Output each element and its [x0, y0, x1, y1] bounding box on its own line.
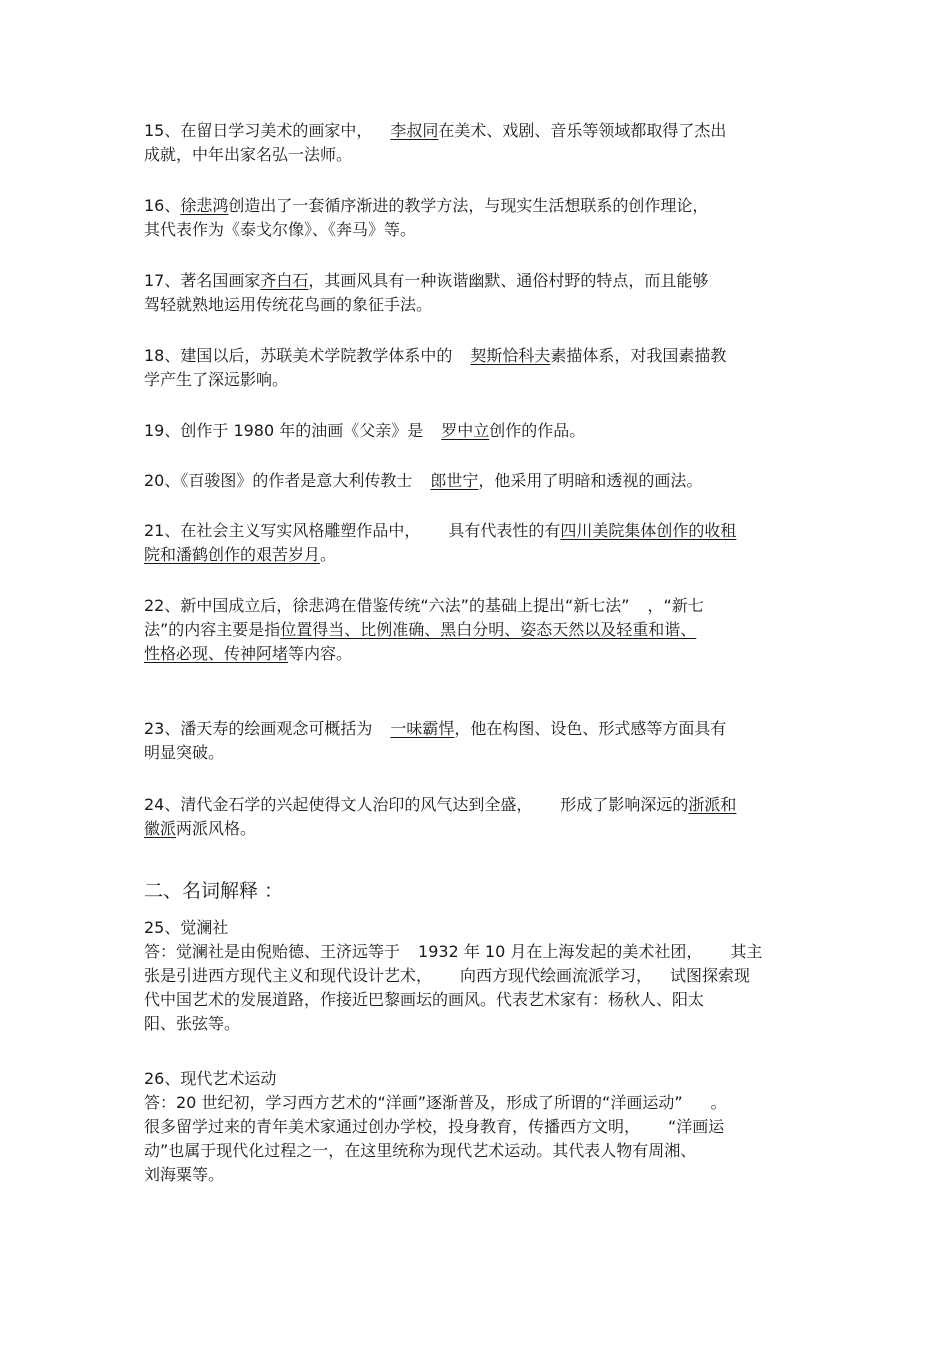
- q21-text-a: 21、在社会主义写实风格雕塑作品中，: [144, 521, 421, 540]
- term-26: [144, 1067, 814, 1187]
- q25-line3: 代中国艺术的发展道路，作接近巴黎画坛的画风。代表艺术家有：杨秋人、阳太: [144, 990, 705, 1009]
- q21-answer-line1: 四川美院集体创作的收租: [560, 521, 737, 540]
- q20-text-b: ，他采用了明暗和透视的画法。: [478, 471, 703, 490]
- q24-text-b: 形成了影响深远的: [560, 795, 689, 814]
- q19-text-a: 19、创作于 1980 年的油画《父亲》是: [144, 421, 424, 440]
- q17-text-b: ，其画风具有一种诙谐幽默、通俗村野的特点，而且能够: [308, 271, 709, 290]
- q20-answer: 郎世宁: [430, 471, 479, 490]
- question-19: [144, 419, 814, 443]
- q21-text-c: 。: [320, 545, 337, 564]
- question-24: [144, 793, 814, 841]
- q19-answer: 罗中立: [441, 421, 490, 440]
- section-heading: 二、名词解释 ：: [144, 880, 284, 902]
- q24-answer-line1: 浙派和: [688, 795, 737, 814]
- q23-text-a: 23、潘天寿的绘画观念可概括为: [144, 719, 373, 738]
- question-23: [144, 717, 814, 765]
- q18-text-c: 学产生了深远影响。: [144, 370, 289, 389]
- q22-text-a: 22、新中国成立后，徐悲鸿在借鉴传统“六法”的基础上提出“新七法”: [144, 596, 630, 615]
- question-22: [144, 594, 814, 666]
- q17-text-c: 驾轻就熟地运用传统花鸟画的象征手法。: [144, 295, 433, 314]
- q22-answer-line1: 位置得当、比例准确、黑白分明、姿态天然以及轻重和谐、: [280, 620, 697, 639]
- q18-text-b: 素描体系，对我国素描教: [550, 346, 727, 365]
- q22-text-d: 等内容。: [288, 644, 353, 663]
- q25-line2-c: 试图探索现: [670, 966, 751, 985]
- q22-answer-line2: 性格必现、传神阿堵: [144, 644, 289, 663]
- q16-text-a: 16、: [144, 196, 181, 215]
- q23-text-b: ，他在构图、设色、形式感等方面具有: [454, 719, 727, 738]
- question-17: [144, 269, 814, 317]
- q25-line1-c: 其主: [730, 942, 763, 961]
- q26-line2-b: “洋画运: [668, 1117, 725, 1136]
- q25-title: 25、觉澜社: [144, 918, 229, 937]
- q15-answer: 李叔同: [390, 121, 439, 140]
- q20-text-a: 20、《百骏图》的作者是意大利传教士: [144, 471, 413, 490]
- q23-answer: 一味霸悍: [390, 719, 455, 738]
- q25-line1-b: 1932 年 10 月在上海发起的美术社团，: [418, 942, 703, 961]
- question-21: [144, 519, 814, 567]
- question-15: [144, 119, 814, 167]
- q17-answer: 齐白石: [260, 271, 309, 290]
- q25-line2-a: 张是引进西方现代主义和现代设计艺术，: [144, 966, 433, 985]
- q24-answer-line2: 徽派: [144, 819, 177, 838]
- q15-text-b: 在美术、戏剧、音乐等领域都取得了杰出: [438, 121, 727, 140]
- term-25: [144, 916, 814, 1036]
- q18-text-a: 18、建国以后，苏联美术学院教学体系中的: [144, 346, 453, 365]
- q24-text-c: 两派风格。: [176, 819, 257, 838]
- q19-text-b: 创作的作品。: [489, 421, 586, 440]
- q26-line2-a: 很多留学过来的青年美术家通过创办学校，投身教育，传播西方文明，: [144, 1117, 641, 1136]
- question-20: [144, 469, 814, 493]
- q18-answer: 契斯恰科夫: [470, 346, 551, 365]
- q16-text-c: 其代表作为《泰戈尔像》、《奔马》等。: [144, 220, 417, 239]
- q15-text-c: 成就，中年出家名弘一法师。: [144, 145, 353, 164]
- q24-text-a: 24、清代金石学的兴起使得文人治印的风气达到全盛，: [144, 795, 533, 814]
- q25-line4: 阳、张弦等。: [144, 1014, 241, 1033]
- q26-line4: 刘海粟等。: [144, 1165, 225, 1184]
- q25-line1-a: 答：觉澜社是由倪贻德、王济远等于: [144, 942, 401, 961]
- question-18: [144, 344, 814, 392]
- q15-text-a: 15、在留日学习美术的画家中，: [144, 121, 373, 140]
- q16-answer: 徐悲鸿: [180, 196, 229, 215]
- q16-text-b: 创造出了一套循序渐进的教学方法，与现实生活想联系的创作理论，: [228, 196, 709, 215]
- q25-line2-b: 向西方现代绘画流派学习，: [460, 966, 653, 985]
- q26-line1-a: 答：20 世纪初，学习西方艺术的“洋画”逐渐普及，形成了所谓的“洋画运动”: [144, 1093, 683, 1112]
- q21-answer-line2: 院和潘鹤创作的艰苦岁月: [144, 545, 321, 564]
- q17-text-a: 17、著名国画家: [144, 271, 261, 290]
- question-16: [144, 194, 814, 242]
- q26-line1-b: 。: [710, 1093, 727, 1112]
- q22-text-c: 法”的内容主要是指: [144, 620, 281, 639]
- q26-line3: 动”也属于现代化过程之一，在这里统称为现代艺术运动。其代表人物有周湘、: [144, 1141, 697, 1160]
- q26-title: 26、现代艺术运动: [144, 1069, 277, 1088]
- q22-text-b: ，“新七: [647, 596, 704, 615]
- q23-text-c: 明显突破。: [144, 743, 225, 762]
- q21-text-b: 具有代表性的有: [448, 521, 561, 540]
